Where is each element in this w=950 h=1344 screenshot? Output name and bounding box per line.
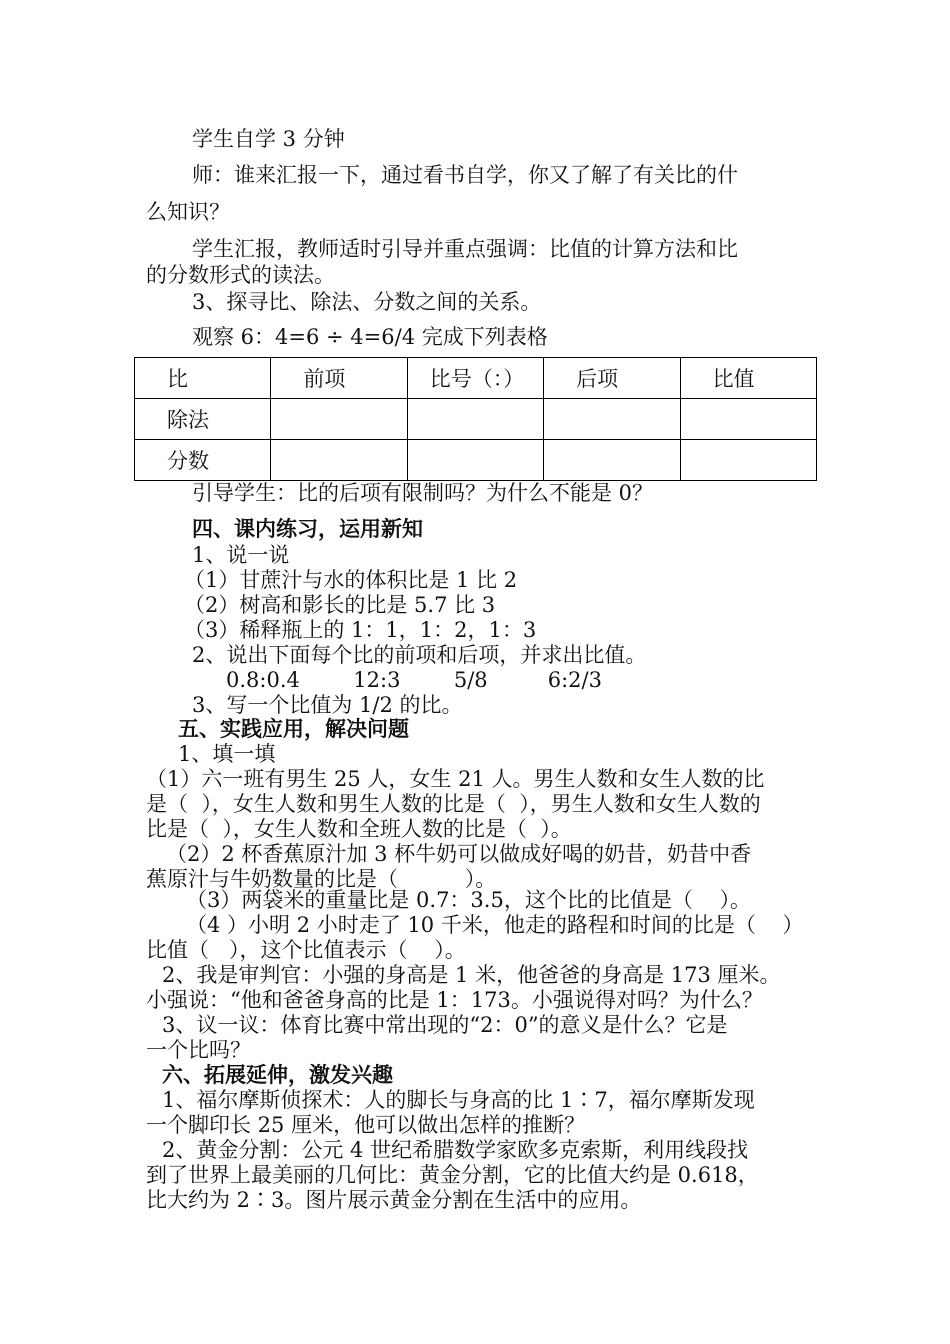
text-line: （2）2 杯香蕉原汁加 3 杯牛奶可以做成好喝的奶昔，奶昔中香 xyxy=(166,842,752,866)
text-line: （2）树高和影长的比是 5.7 比 3 xyxy=(184,593,496,617)
text-line: 一个脚印长 25 厘米，他可以做出怎样的推断？ xyxy=(146,1113,586,1137)
table-row xyxy=(135,399,817,440)
table-row-label: 分数 xyxy=(135,440,271,481)
ratio-table xyxy=(134,357,817,481)
text-line: 到了世界上最美丽的几何比：黄金分割，它的比值大约是 0.618， xyxy=(146,1163,759,1187)
section-heading: 3、探寻比、除法、分数之间的关系。 xyxy=(192,290,542,314)
section-heading: 五、实践应用，解决问题 xyxy=(178,716,409,741)
table-cell xyxy=(271,440,407,481)
section-heading: 四、课内练习，运用新知 xyxy=(192,516,423,541)
text-line: 3、议一议：体育比赛中常出现的“2：0”的意义是什么？它是 xyxy=(162,1013,728,1037)
text-line: 么知识？ xyxy=(146,200,230,224)
text-line: 观察 6：4=6 ÷ 4=6/4 完成下列表格 xyxy=(192,325,548,349)
text-line: 1、填一填 xyxy=(178,742,276,766)
text-line: （1）甘蔗汁与水的体积比是 1 比 2 xyxy=(184,568,518,592)
table-cell xyxy=(680,440,816,481)
table-cell xyxy=(544,399,680,440)
text-line: 的分数形式的读法。 xyxy=(146,263,335,287)
text-line: 学生自学 3 分钟 xyxy=(192,127,345,151)
text-line: （3）两袋米的重量比是 0.7：3.5，这个比的比值是（ ）。 xyxy=(186,888,752,912)
table-cell xyxy=(407,399,543,440)
table-header-cell: 后项 xyxy=(544,358,680,399)
table-cell xyxy=(680,399,816,440)
section-heading: 六、拓展延伸，激发兴趣 xyxy=(162,1062,393,1087)
text-line: 1、福尔摩斯侦探术：人的脚长与身高的比 1∶7，福尔摩斯发现 xyxy=(162,1088,755,1112)
text-line: 比值（ ），这个比值表示（ ）。 xyxy=(146,938,466,962)
text-line: （1）六一班有男生 25 人，女生 21 人。男生人数和女生人数的比 xyxy=(146,767,765,791)
table-cell xyxy=(544,440,680,481)
table-header-cell: 比 xyxy=(135,358,271,399)
text-line: 学生汇报，教师适时引导并重点强调：比值的计算方法和比 xyxy=(192,237,738,261)
text-line: （3）稀释瓶上的 1：1，1：2，1：3 xyxy=(184,618,537,642)
table-cell xyxy=(271,399,407,440)
table-header-cell: 比号（：） xyxy=(407,358,543,399)
table-cell xyxy=(407,440,543,481)
text-line: 2、黄金分割：公元 4 世纪希腊数学家欧多克索斯，利用线段找 xyxy=(162,1138,749,1162)
table-row-label: 除法 xyxy=(135,399,271,440)
text-line: 0.8:0.4 12:3 5/8 6:2/3 xyxy=(226,668,602,692)
text-line: 蕉原汁与牛奶数量的比是（ ）。 xyxy=(146,867,497,891)
text-line: 2、我是审判官：小强的身高是 1 米，他爸爸的身高是 173 厘米。 xyxy=(162,963,781,987)
table-header-cell: 前项 xyxy=(271,358,407,399)
text-line: 3、写一个比值为 1/2 的比。 xyxy=(192,693,463,717)
text-line: 小强说：“他和爸爸身高的比是 1：173。小强说得对吗？为什么？ xyxy=(146,988,763,1012)
text-line: 引导学生：比的后项有限制吗？为什么不能是 0？ xyxy=(192,481,654,505)
text-line: 师：谁来汇报一下，通过看书自学，你又了解了有关比的什 xyxy=(192,163,738,187)
table-header-cell: 比值 xyxy=(680,358,816,399)
table-header-row xyxy=(135,358,817,399)
text-line: 比大约为 2∶3。图片展示黄金分割在生活中的应用。 xyxy=(146,1188,642,1212)
text-line: 一个比吗？ xyxy=(146,1038,251,1062)
text-line: 2、说出下面每个比的前项和后项，并求出比值。 xyxy=(192,643,647,667)
text-line: （4 ）小明 2 小时走了 10 千米，他走的路程和时间的比是（ ） xyxy=(186,913,804,937)
text-line: 比是（ ），女生人数和全班人数的比是（ ）。 xyxy=(146,817,572,841)
text-line: 1、说一说 xyxy=(192,543,290,567)
table-row xyxy=(135,440,817,481)
text-line: 是（ ），女生人数和男生人数的比是（ ），男生人数和女生人数的 xyxy=(146,792,761,816)
